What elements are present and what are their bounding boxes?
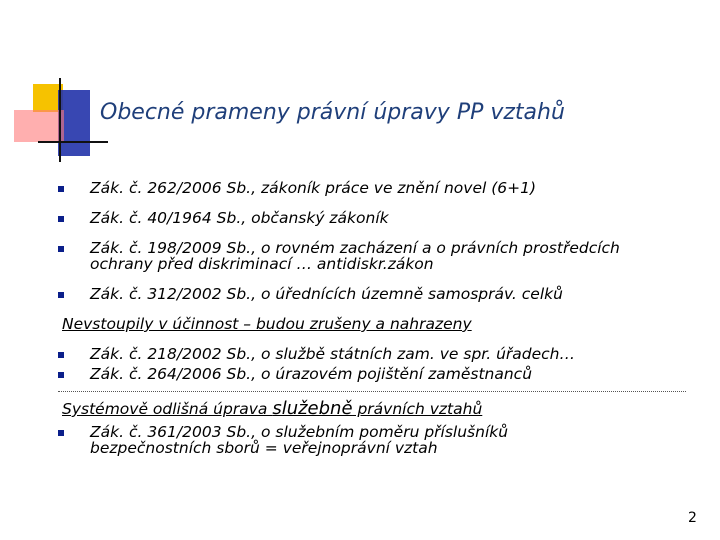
bullet-square-icon xyxy=(58,186,64,192)
bullet-square-icon xyxy=(58,430,64,436)
list-item-text: Zák. č. 40/1964 Sb., občanský zákoník xyxy=(90,209,389,227)
list-item-text: Zák. č. 262/2006 Sb., zákoník práce ve znění novel (6+1) xyxy=(90,179,537,197)
list-item xyxy=(58,180,698,196)
list-item xyxy=(58,424,618,456)
list-item xyxy=(58,346,698,362)
list-item xyxy=(58,240,650,272)
list-item-text: Zák. č. 218/2002 Sb., o službě státních zam. ve spr. úřadech… xyxy=(90,345,576,363)
bullet-square-icon xyxy=(58,216,64,222)
list-item xyxy=(58,210,698,226)
section1-list xyxy=(58,346,698,382)
slide-title: Obecné prameny právní úpravy PP vztahů xyxy=(100,100,565,125)
list-item-text: Zák. č. 312/2002 Sb., o úřednících územně samospráv. celků xyxy=(90,285,563,303)
section-heading-part: právních vztahů xyxy=(352,400,483,418)
main-bullet-list xyxy=(58,180,698,302)
bullet-square-icon xyxy=(58,352,64,358)
list-item xyxy=(58,286,698,302)
section2-list xyxy=(58,424,618,456)
bullet-square-icon xyxy=(58,246,64,252)
section-heading-emphasis: služebně xyxy=(272,398,353,419)
decorative-logo xyxy=(0,0,110,170)
page-number: 2 xyxy=(688,510,697,526)
logo-red-rect xyxy=(14,110,64,142)
list-item-text: Zák. č. 264/2006 Sb., o úrazovém pojištění zaměstnanců xyxy=(90,365,533,383)
section-heading-not-in-force: Nevstoupily v účinnost – budou zrušeny a nahrazeny xyxy=(62,315,472,333)
section-heading-part: Systémově odlišná úprava xyxy=(62,400,273,418)
dotted-divider xyxy=(58,391,686,392)
list-item-text: Zák. č. 361/2003 Sb., o služebním poměru příslušníků bezpečnostních sborů = veřejnoprávní vztah xyxy=(90,423,509,457)
list-item-text: Zák. č. 198/2009 Sb., o rovném zacházení a o právních prostředcích ochrany před diskriminací … antidiskr.zákon xyxy=(90,239,620,273)
section-heading-service-relations xyxy=(62,398,482,419)
bullet-square-icon xyxy=(58,292,64,298)
list-item xyxy=(58,366,698,382)
bullet-square-icon xyxy=(58,372,64,378)
